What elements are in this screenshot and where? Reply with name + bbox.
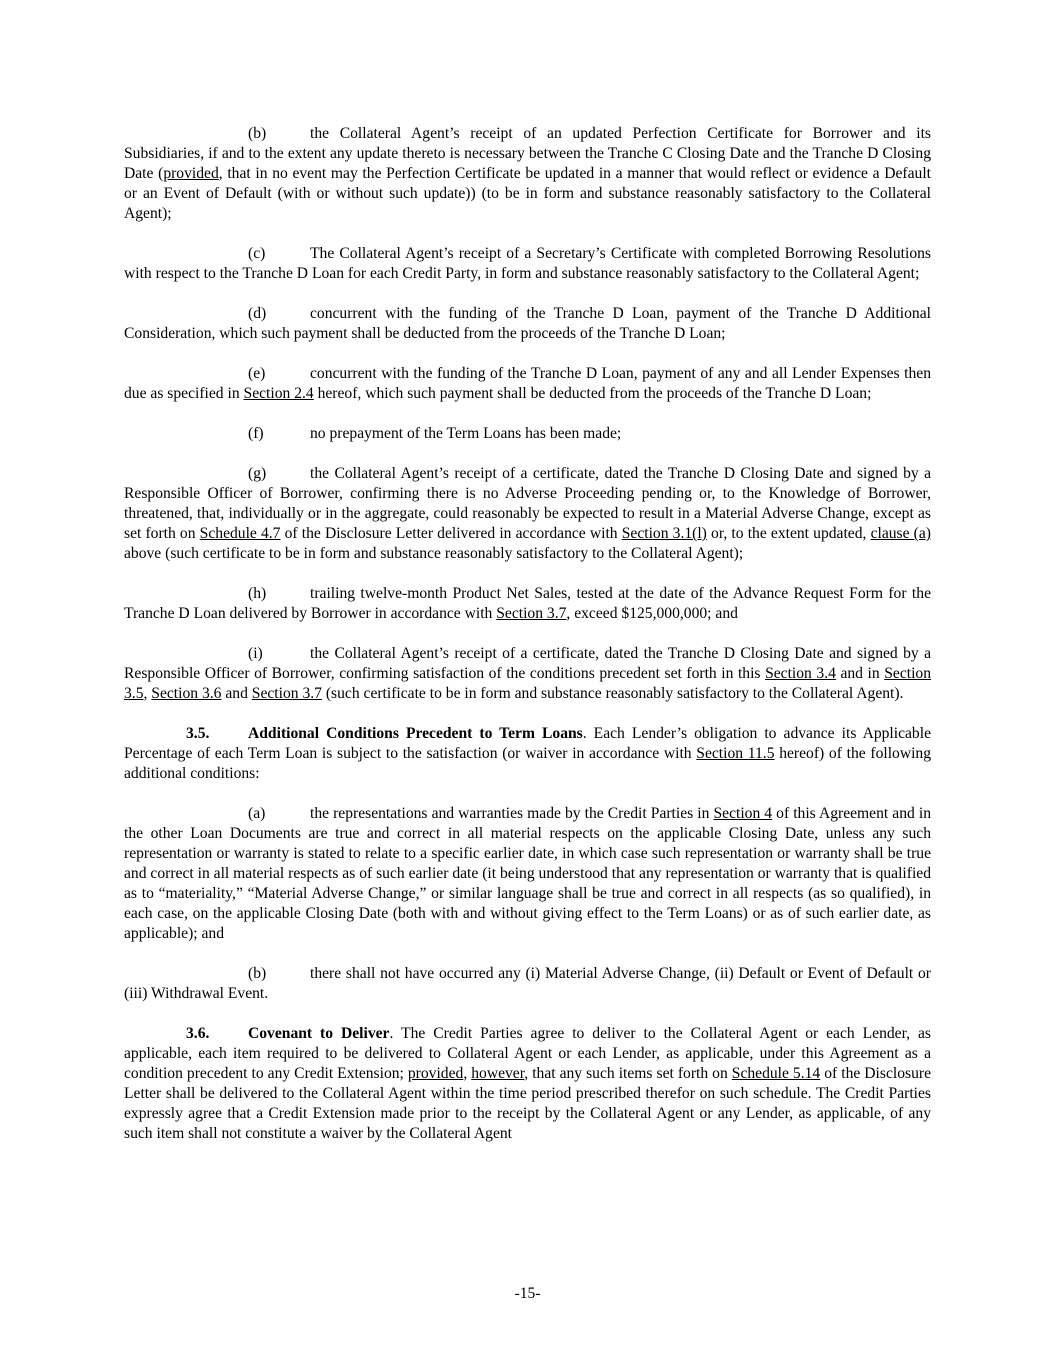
schedule-reference: Schedule 5.14 <box>731 1065 821 1082</box>
section-title: Additional Conditions Precedent to Term Loans <box>248 725 583 742</box>
clause-label: (e) <box>248 365 266 382</box>
clause-label: (i) <box>248 645 263 662</box>
section-reference: Section 3.7 <box>251 685 322 702</box>
clause-h: (h) trailing twelve-month Product Net Sales, tested at the date of the Advance Request Form for the Tranche D Loan delivered by Borrower in accordance with Section 3.7, exceed $125,000,000; and <box>124 585 931 622</box>
section-reference: Section 2.4 <box>243 385 314 402</box>
clause-d: (d) concurrent with the funding of the Tranche D Loan, payment of the Tranche D Additional Consideration, which such payment shall be deducted from the proceeds of the Tranche D Loan; <box>124 305 931 342</box>
clause-label: (b) <box>248 125 267 142</box>
page-number: -15- <box>514 1285 541 1302</box>
section-reference: Section 3.6 <box>151 685 222 702</box>
clause-c: (c) The Collateral Agent’s receipt of a Secretary’s Certificate with completed Borrowing Resolutions with respect to the Tranche D Loan for each Credit Party, in form and substance reasonably satisfactory to the Collateral Agent; <box>124 245 931 282</box>
section-title: Covenant to Deliver <box>248 1025 390 1042</box>
section-3-5-clause-a: (a) the representations and warranties made by the Credit Parties in Section 4 of this Agreement and in the other Loan Documents are true and correct in all material respects on the applicable Closing Date, unless any such representation or warranty is stated to relate to a specific earlier date, in which case such representation or warranty shall be true and correct in all material respects as of such earlier date (it being understood that any representation or warranty that is qualified as to “materiality,” “Material Adverse Change,” or similar language shall be true and correct in all respects (as so qualified), in each case, on the applicable Closing Date (both with and without giving effect to the Term Loans) or as of such earlier date, as applicable); and <box>124 805 931 942</box>
clause-label: (c) <box>248 245 266 262</box>
section-3-6: 3.6. Covenant to Deliver. The Credit Parties agree to deliver to the Collateral Agent or each Lender, as applicable, each item required to be delivered to Collateral Agent or each Lender, as applicable, under this Agreement as a condition precedent to any Credit Extension; provided, however, that any such items set forth on Schedule 5.14 of the Disclosure Letter shall be delivered to the Collateral Agent within the time period prescribed therefor on such schedule. The Credit Parties expressly agree that a Credit Extension made prior to the receipt by the Collateral Agent or any Lender, as applicable, of any such item shall not constitute a waiver by the Collateral Agent <box>124 1025 931 1142</box>
defined-term: provided <box>407 1065 464 1082</box>
section-reference: Section 4 <box>713 805 773 822</box>
clause-e: (e) concurrent with the funding of the Tranche D Loan, payment of any and all Lender Expenses then due as specified in Section 2.4 hereof, which such payment shall be deducted from the proceeds of the Tranche D Loan; <box>124 365 931 402</box>
defined-term: however <box>471 1065 525 1082</box>
clause-f: (f) no prepayment of the Term Loans has been made; <box>248 425 622 442</box>
section-number: 3.5. <box>186 725 210 742</box>
clause-reference: clause (a) <box>870 525 931 542</box>
section-reference: Section 3.1(l) <box>621 525 707 542</box>
clause-label: (d) <box>248 305 267 322</box>
section-reference: Section 11.5 <box>696 745 775 762</box>
section-reference: Section 3.4 <box>765 665 836 682</box>
clause-b: (b) the Collateral Agent’s receipt of an updated Perfection Certificate for Borrower and its Subsidiaries, if and to the extent any update thereto is necessary between the Tranche C Closing Date and the Tranche D Closing Date (provided, that in no event may the Perfection Certificate be updated in a manner that would reflect or evidence a Default or an Event of Default (with or without such update)) (to be in form and substance reasonably satisfactory to the Collateral Agent); <box>124 125 932 222</box>
section-reference: Section 3.5 <box>124 665 931 702</box>
section-3-5: 3.5. Additional Conditions Precedent to Term Loans. Each Lender’s obligation to advance its Applicable Percentage of each Term Loan is subject to the satisfaction (or waiver in accordance with Section 11.5 hereof) of the following additional conditions: <box>124 725 932 782</box>
clause-label: (f) <box>248 425 264 442</box>
schedule-reference: Schedule 4.7 <box>199 525 281 542</box>
defined-term: provided <box>163 165 219 182</box>
clause-label: (g) <box>248 465 267 482</box>
section-reference: Section 3.7 <box>496 605 567 622</box>
section-number: 3.6. <box>186 1025 210 1042</box>
document-page <box>124 124 931 1144</box>
section-3-5-clause-b: (b) there shall not have occurred any (i) Material Adverse Change, (ii) Default or Event of Default or (iii) Withdrawal Event. <box>124 965 931 1002</box>
clause-label: (b) <box>248 965 267 982</box>
clause-g: (g) the Collateral Agent’s receipt of a certificate, dated the Tranche D Closing Date and signed by a Responsible Officer of Borrower, confirming there is no Adverse Proceeding pending or, to the Knowledge of Borrower, threatened, that, individually or in the aggregate, could reasonably be expected to result in a Material Adverse Change, except as set forth on Schedule 4.7 of the Disclosure Letter delivered in accordance with Section 3.1(l) or, to the extent updated, clause (a) above (such certificate to be in form and substance reasonably satisfactory to the Collateral Agent); <box>124 465 931 562</box>
clause-label: (h) <box>248 585 267 602</box>
clause-i: (i) the Collateral Agent’s receipt of a certificate, dated the Tranche D Closing Date and signed by a Responsible Officer of Borrower, confirming satisfaction of the conditions precedent set forth in this Section 3.4 and in Section 3.5, Section 3.6 and Section 3.7 (such certificate to be in form and substance reasonably satisfactory to the Collateral Agent). <box>124 645 931 702</box>
clause-label: (a) <box>248 805 266 822</box>
